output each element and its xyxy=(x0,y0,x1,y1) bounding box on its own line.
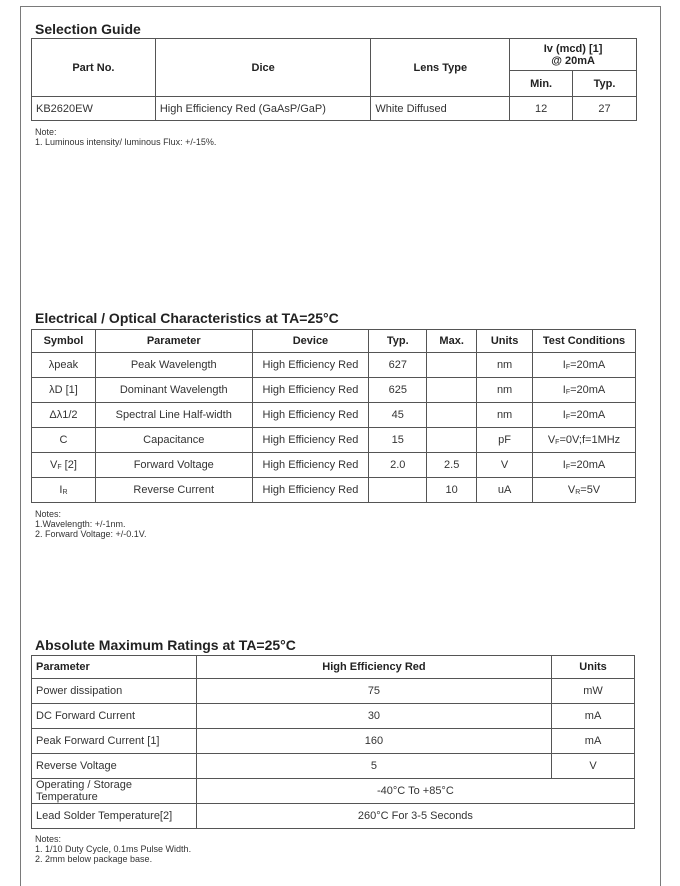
header-max: Max. xyxy=(427,330,477,353)
note-line: Notes: xyxy=(35,509,62,519)
cell-max: 2.5 xyxy=(427,453,477,478)
header-iv-line1: Iv (mcd) [1] xyxy=(543,42,603,55)
symbol-text: λpeak xyxy=(48,359,79,371)
condition-value: =20mA xyxy=(570,359,606,371)
note-line: 1. Luminous intensity/ luminous Flux: +/-15%. xyxy=(35,137,217,147)
cell-test-condition xyxy=(533,428,636,453)
cell-units: nm xyxy=(477,403,533,428)
header-parameter: Parameter xyxy=(95,330,252,353)
cell-units: mW xyxy=(552,679,635,704)
cell-test-condition xyxy=(533,353,636,378)
condition-subscript: F xyxy=(565,364,571,371)
condition-subscript: F xyxy=(565,464,571,471)
cell-units: V xyxy=(552,754,635,779)
absolute-ratings-table xyxy=(31,655,635,829)
cell-symbol xyxy=(32,378,96,403)
note-line: 1. 1/10 Duty Cycle, 0.1ms Pulse Width. xyxy=(35,844,192,854)
cell-parameter: Forward Voltage xyxy=(95,453,252,478)
condition-text: V xyxy=(567,484,576,496)
table-row xyxy=(32,428,636,453)
cell-units: pF xyxy=(477,428,533,453)
cell-device: High Efficiency Red xyxy=(252,478,369,503)
table-row xyxy=(32,378,636,403)
cell-symbol xyxy=(32,428,96,453)
cell-symbol xyxy=(32,478,96,503)
cell-test-condition xyxy=(533,378,636,403)
cell-parameter: Reverse Voltage xyxy=(32,754,197,779)
note-line: Notes: xyxy=(35,834,62,844)
condition-text: I xyxy=(562,459,566,471)
header-test-conditions: Test Conditions xyxy=(533,330,636,353)
table-row xyxy=(32,478,636,503)
cell-device: High Efficiency Red xyxy=(252,378,369,403)
symbol-tail: [2] xyxy=(61,459,77,471)
header-device: High Efficiency Red xyxy=(196,656,551,679)
table-row xyxy=(32,704,635,729)
cell-units: mA xyxy=(552,729,635,754)
table-row xyxy=(32,97,637,121)
header-part-no: Part No. xyxy=(32,39,156,97)
electrical-title: Electrical / Optical Characteristics at TA=25°C xyxy=(35,310,339,326)
cell-test-condition xyxy=(533,403,636,428)
cell-parameter: Peak Wavelength xyxy=(95,353,252,378)
cell-value: 30 xyxy=(196,704,551,729)
table-row xyxy=(32,804,635,829)
cell-parameter: Lead Solder Temperature[2] xyxy=(32,804,197,829)
cell-device: High Efficiency Red xyxy=(252,453,369,478)
header-iv xyxy=(510,39,637,71)
condition-subscript: F xyxy=(565,389,571,396)
symbol-text: V xyxy=(50,459,58,471)
cell-dice: High Efficiency Red (GaAsP/GaP) xyxy=(155,97,371,121)
cell-typ: 627 xyxy=(369,353,427,378)
cell-typ xyxy=(369,478,427,503)
condition-value: =20mA xyxy=(570,459,606,471)
header-min: Min. xyxy=(510,71,573,97)
table-row xyxy=(32,754,635,779)
condition-text: I xyxy=(562,359,566,371)
condition-value: =0V;f=1MHz xyxy=(559,434,621,446)
condition-subscript: R xyxy=(575,489,581,496)
cell-symbol xyxy=(32,353,96,378)
note-line: 1.Wavelength: +/-1nm. xyxy=(35,519,126,529)
symbol-text: I xyxy=(59,484,63,496)
cell-device: High Efficiency Red xyxy=(252,353,369,378)
cell-parameter: Dominant Wavelength xyxy=(95,378,252,403)
note-line: 2. Forward Voltage: +/-0.1V. xyxy=(35,529,147,539)
cell-units: uA xyxy=(477,478,533,503)
cell-device: High Efficiency Red xyxy=(252,428,369,453)
condition-text: V xyxy=(547,434,556,446)
symbol-subscript: R xyxy=(62,489,68,496)
cell-parameter: Spectral Line Half-width xyxy=(95,403,252,428)
selection-guide-title: Selection Guide xyxy=(35,21,141,37)
note-line: Note: xyxy=(35,127,57,137)
cell-lens-type: White Diffused xyxy=(371,97,510,121)
table-row xyxy=(32,403,636,428)
cell-typ: 625 xyxy=(369,378,427,403)
condition-value: =5V xyxy=(580,484,601,496)
cell-max xyxy=(427,353,477,378)
note-line: 2. 2mm below package base. xyxy=(35,854,153,864)
cell-device: High Efficiency Red xyxy=(252,403,369,428)
cell-test-condition xyxy=(533,453,636,478)
cell-max xyxy=(427,403,477,428)
table-row xyxy=(32,353,636,378)
cell-value: -40°C To +85°C xyxy=(196,779,634,804)
header-device: Device xyxy=(252,330,369,353)
cell-test-condition xyxy=(533,478,636,503)
header-parameter: Parameter xyxy=(32,656,197,679)
cell-max: 10 xyxy=(427,478,477,503)
header-dice: Dice xyxy=(155,39,371,97)
cell-value: 5 xyxy=(196,754,551,779)
symbol-text: Δλ1/2 xyxy=(49,409,78,421)
cell-parameter: Peak Forward Current [1] xyxy=(32,729,197,754)
cell-typ: 2.0 xyxy=(369,453,427,478)
header-iv-line2: @ 20mA xyxy=(551,54,595,67)
cell-parameter: Operating / Storage Temperature xyxy=(32,779,197,804)
cell-symbol xyxy=(32,453,96,478)
condition-text: I xyxy=(562,409,566,421)
cell-typ: 45 xyxy=(369,403,427,428)
table-row xyxy=(32,679,635,704)
absolute-title: Absolute Maximum Ratings at TA=25°C xyxy=(35,637,296,653)
symbol-text: λD [1] xyxy=(49,384,78,396)
symbol-subscript: F xyxy=(57,464,62,471)
cell-max xyxy=(427,428,477,453)
symbol-text: C xyxy=(59,434,68,446)
cell-part-no: KB2620EW xyxy=(32,97,156,121)
cell-units: V xyxy=(477,453,533,478)
cell-value: 75 xyxy=(196,679,551,704)
table-row xyxy=(32,453,636,478)
cell-units: nm xyxy=(477,353,533,378)
selection-guide-table xyxy=(31,38,637,121)
electrical-notes xyxy=(35,509,147,539)
header-symbol: Symbol xyxy=(32,330,96,353)
electrical-table xyxy=(31,329,636,503)
cell-value: 260°C For 3-5 Seconds xyxy=(196,804,634,829)
cell-parameter: Capacitance xyxy=(95,428,252,453)
condition-text: I xyxy=(562,384,566,396)
condition-value: =20mA xyxy=(570,384,606,396)
cell-typ: 27 xyxy=(573,97,637,121)
table-row xyxy=(32,779,635,804)
selection-guide-notes xyxy=(35,127,216,147)
cell-parameter: DC Forward Current xyxy=(32,704,197,729)
cell-typ: 15 xyxy=(369,428,427,453)
absolute-notes xyxy=(35,834,191,864)
header-typ: Typ. xyxy=(573,71,637,97)
header-lens-type: Lens Type xyxy=(371,39,510,97)
condition-subscript: F xyxy=(565,414,571,421)
condition-value: =20mA xyxy=(570,409,606,421)
cell-units: mA xyxy=(552,704,635,729)
cell-parameter: Reverse Current xyxy=(95,478,252,503)
table-row xyxy=(32,729,635,754)
cell-parameter: Power dissipation xyxy=(32,679,197,704)
cell-min: 12 xyxy=(510,97,573,121)
header-units: Units xyxy=(477,330,533,353)
cell-max xyxy=(427,378,477,403)
cell-symbol xyxy=(32,403,96,428)
header-typ: Typ. xyxy=(369,330,427,353)
header-units: Units xyxy=(552,656,635,679)
condition-subscript: F xyxy=(555,439,560,446)
cell-value: 160 xyxy=(196,729,551,754)
cell-units: nm xyxy=(477,378,533,403)
